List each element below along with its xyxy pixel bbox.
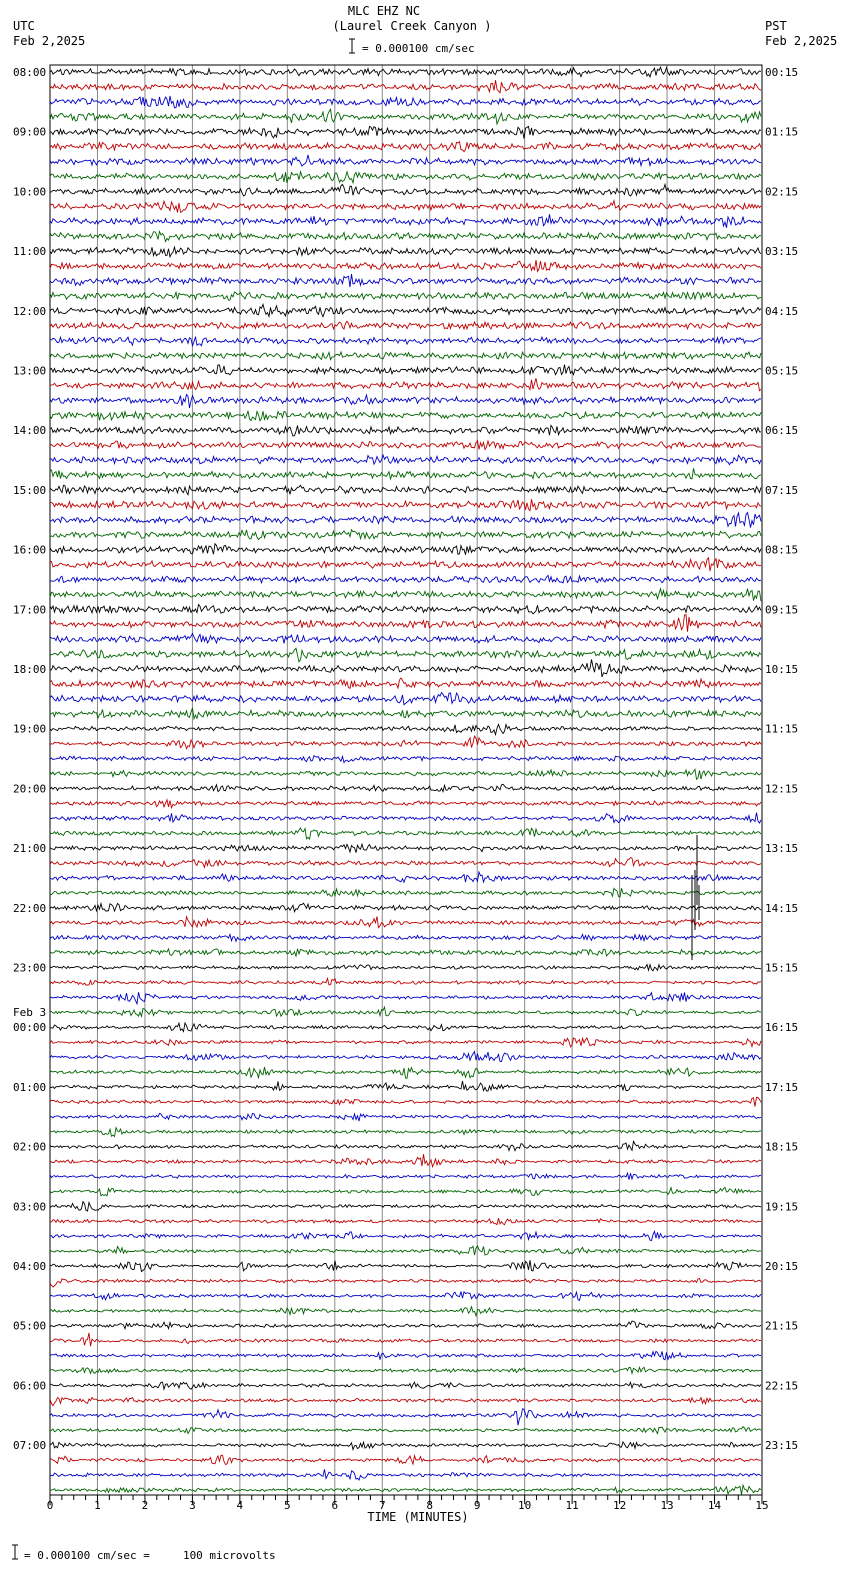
right-time-label: 10:15 [765, 663, 799, 676]
trace-line [50, 1113, 761, 1121]
trace-line [50, 648, 761, 662]
station-location: (Laurel Creek Canyon ) [332, 19, 492, 33]
scale-label: = 0.000100 cm/sec [362, 42, 475, 55]
trace-line [50, 756, 761, 763]
left-time-label: 23:00 [13, 961, 47, 975]
right-time-label: 18:15 [765, 1140, 799, 1154]
trace-line [50, 708, 761, 719]
trace-line [50, 558, 761, 571]
right-time-label: 11:15 [765, 722, 799, 736]
left-time-label: 06:00 [13, 1379, 47, 1393]
right-time-label: 03:15 [765, 245, 799, 259]
trace-line [50, 813, 761, 823]
trace-line [50, 96, 761, 108]
trace-line [50, 1202, 761, 1212]
left-time-label: 18:00 [13, 663, 47, 676]
x-axis-title: TIME (MINUTES) [367, 1510, 469, 1524]
trace-line [50, 1052, 761, 1062]
trace-line [50, 231, 761, 241]
trace-line [50, 321, 761, 329]
x-tick-label: 10 [518, 1499, 532, 1512]
trace-line [50, 1427, 761, 1434]
trace-line [50, 67, 761, 77]
trace-line [50, 800, 761, 808]
trace-line [50, 441, 761, 450]
trace-line [50, 769, 761, 779]
trace-line [50, 352, 761, 360]
trace-line [50, 660, 761, 678]
trace-line [50, 1398, 761, 1406]
trace-line [50, 304, 761, 316]
right-time-labels [765, 66, 798, 1452]
right-timezone: PST [765, 19, 787, 33]
left-time-label: 14:00 [13, 424, 47, 438]
left-time-label: 13:00 [13, 364, 47, 378]
right-time-label: 08:15 [765, 543, 799, 557]
left-time-label: 15:00 [13, 483, 47, 497]
right-time-label: 13:15 [765, 842, 799, 856]
trace-line [50, 1321, 761, 1329]
station-title: MLC EHZ NC [347, 4, 421, 18]
trace-line [50, 337, 761, 346]
left-time-label: 07:00 [13, 1439, 47, 1453]
trace-line [50, 1231, 761, 1240]
x-tick-label: 5 [284, 1499, 291, 1512]
trace-line [50, 1469, 761, 1480]
trace-line [50, 365, 761, 375]
left-time-labels [13, 66, 46, 1452]
x-tick-label: 15 [755, 1499, 769, 1512]
trace-line [50, 979, 761, 986]
trace-line [50, 425, 761, 436]
trace-line [50, 1246, 761, 1255]
trace-line [50, 1382, 761, 1389]
trace-line [50, 411, 761, 421]
trace-line [50, 615, 761, 632]
right-time-label: 09:15 [765, 603, 799, 617]
event-spike [692, 835, 699, 960]
trace-line [50, 126, 761, 138]
trace-line [50, 530, 761, 540]
trace-group [50, 67, 761, 1494]
trace-line [50, 1292, 761, 1301]
trace-line [50, 589, 761, 602]
trace-line [50, 378, 761, 390]
x-tick-label: 1 [94, 1499, 101, 1512]
x-tick-label: 11 [565, 1499, 579, 1512]
left-timezone: UTC [13, 19, 35, 33]
trace-line [50, 724, 761, 734]
trace-line [50, 1218, 761, 1225]
right-time-label: 22:15 [765, 1379, 799, 1393]
trace-line [50, 1333, 761, 1346]
left-time-label: 04:00 [13, 1260, 47, 1273]
trace-line [50, 155, 761, 166]
trace-line [50, 485, 761, 494]
trace-line [50, 513, 761, 528]
left-time-label: 09:00 [13, 125, 47, 139]
right-time-label: 07:15 [765, 483, 799, 497]
trace-line [50, 1128, 761, 1137]
x-tick-label: 2 [141, 1499, 149, 1512]
left-time-label: 08:00 [13, 66, 47, 79]
left-time-label: 01:00 [13, 1080, 47, 1094]
trace-line [50, 1367, 761, 1373]
scale-bar [349, 39, 355, 53]
date-change-label: Feb 3 [13, 1006, 47, 1020]
trace-line [50, 455, 761, 465]
trace-line [50, 395, 761, 409]
left-time-label: 11:00 [13, 245, 47, 259]
x-tick-label: 8 [426, 1499, 434, 1512]
left-time-label: 16:00 [13, 543, 47, 557]
right-time-label: 00:15 [765, 66, 799, 79]
x-tick-label: 7 [378, 1499, 386, 1512]
right-time-label: 17:15 [765, 1080, 799, 1094]
trace-line [50, 1351, 761, 1359]
trace-line [50, 965, 761, 971]
right-date: Feb 2,2025 [765, 34, 838, 48]
trace-line [50, 1260, 761, 1271]
right-time-label: 21:15 [765, 1319, 799, 1333]
trace-line [50, 1154, 761, 1167]
x-tick-label: 14 [707, 1499, 722, 1512]
trace-line [50, 142, 761, 152]
right-time-label: 12:15 [765, 782, 799, 796]
left-time-label: 21:00 [13, 842, 47, 856]
trace-line [50, 201, 761, 213]
right-time-label: 04:15 [765, 304, 799, 318]
trace-line [50, 888, 761, 897]
trace-line [50, 1023, 761, 1032]
trace-line [50, 736, 761, 749]
footer-scale-note: = 0.000100 cm/sec = 100 microvolts [24, 1549, 276, 1562]
trace-line [50, 1173, 761, 1180]
x-tick-label: 12 [612, 1499, 627, 1512]
left-time-label: 03:00 [13, 1200, 47, 1214]
left-time-label: 19:00 [13, 722, 47, 736]
trace-line [50, 1067, 761, 1078]
trace-line [50, 605, 761, 614]
left-time-label: 12:00 [13, 304, 47, 318]
trace-line [50, 949, 761, 956]
right-time-label: 23:15 [765, 1439, 799, 1453]
trace-line [50, 1485, 761, 1494]
footer-scale-bar [12, 1545, 18, 1559]
x-tick-label: 9 [473, 1499, 481, 1512]
trace-line [50, 1007, 761, 1016]
x-tick-label: 6 [331, 1499, 339, 1512]
trace-line [50, 917, 761, 928]
trace-line [50, 1279, 761, 1288]
trace-line [50, 274, 761, 287]
trace-line [50, 844, 761, 852]
trace-line [50, 1187, 761, 1195]
left-time-label: 05:00 [13, 1319, 47, 1333]
trace-line [50, 575, 761, 583]
trace-line [50, 634, 761, 644]
trace-line [50, 292, 761, 300]
left-time-label: 00:00 [13, 1021, 47, 1035]
trace-line [50, 934, 761, 941]
right-time-label: 02:15 [765, 185, 799, 199]
trace-line [50, 903, 761, 912]
right-time-label: 06:15 [765, 424, 799, 438]
right-time-label: 20:15 [765, 1260, 799, 1273]
right-time-label: 01:15 [765, 125, 799, 139]
trace-line [50, 992, 761, 1004]
trace-line [50, 858, 761, 868]
trace-line [50, 1081, 761, 1091]
trace-line [50, 499, 761, 511]
trace-line [50, 109, 761, 124]
right-time-label: 05:15 [765, 364, 799, 378]
trace-line [50, 1409, 761, 1426]
x-tick-label: 13 [660, 1499, 674, 1512]
x-tick-label: 0 [46, 1499, 54, 1512]
trace-line [50, 80, 761, 93]
left-time-label: 20:00 [13, 782, 47, 796]
left-time-label: 02:00 [13, 1140, 47, 1154]
trace-line [50, 1141, 761, 1150]
x-tick-label: 3 [189, 1499, 196, 1512]
trace-line [50, 172, 761, 183]
trace-line [50, 1442, 761, 1450]
trace-line [50, 678, 761, 688]
right-time-label: 14:15 [765, 901, 799, 915]
trace-line [50, 784, 761, 791]
trace-line [50, 693, 761, 705]
left-time-label: 10:00 [13, 185, 47, 199]
left-time-label: 17:00 [13, 603, 47, 617]
trace-line [50, 247, 761, 257]
x-tick-label: 4 [236, 1499, 244, 1512]
trace-line [50, 214, 761, 227]
right-time-label: 19:15 [765, 1200, 799, 1214]
trace-line [50, 1038, 761, 1047]
trace-line [50, 1307, 761, 1316]
left-time-label: 22:00 [13, 901, 47, 915]
trace-line [50, 1097, 761, 1106]
trace-line [50, 184, 761, 196]
trace-line [50, 260, 761, 271]
right-time-label: 16:15 [765, 1021, 799, 1035]
left-date: Feb 2,2025 [13, 34, 86, 48]
right-time-label: 15:15 [765, 961, 799, 975]
trace-line [50, 1455, 761, 1464]
trace-line [50, 828, 761, 839]
trace-line [50, 544, 761, 555]
trace-line [50, 872, 761, 882]
trace-line [50, 468, 761, 479]
